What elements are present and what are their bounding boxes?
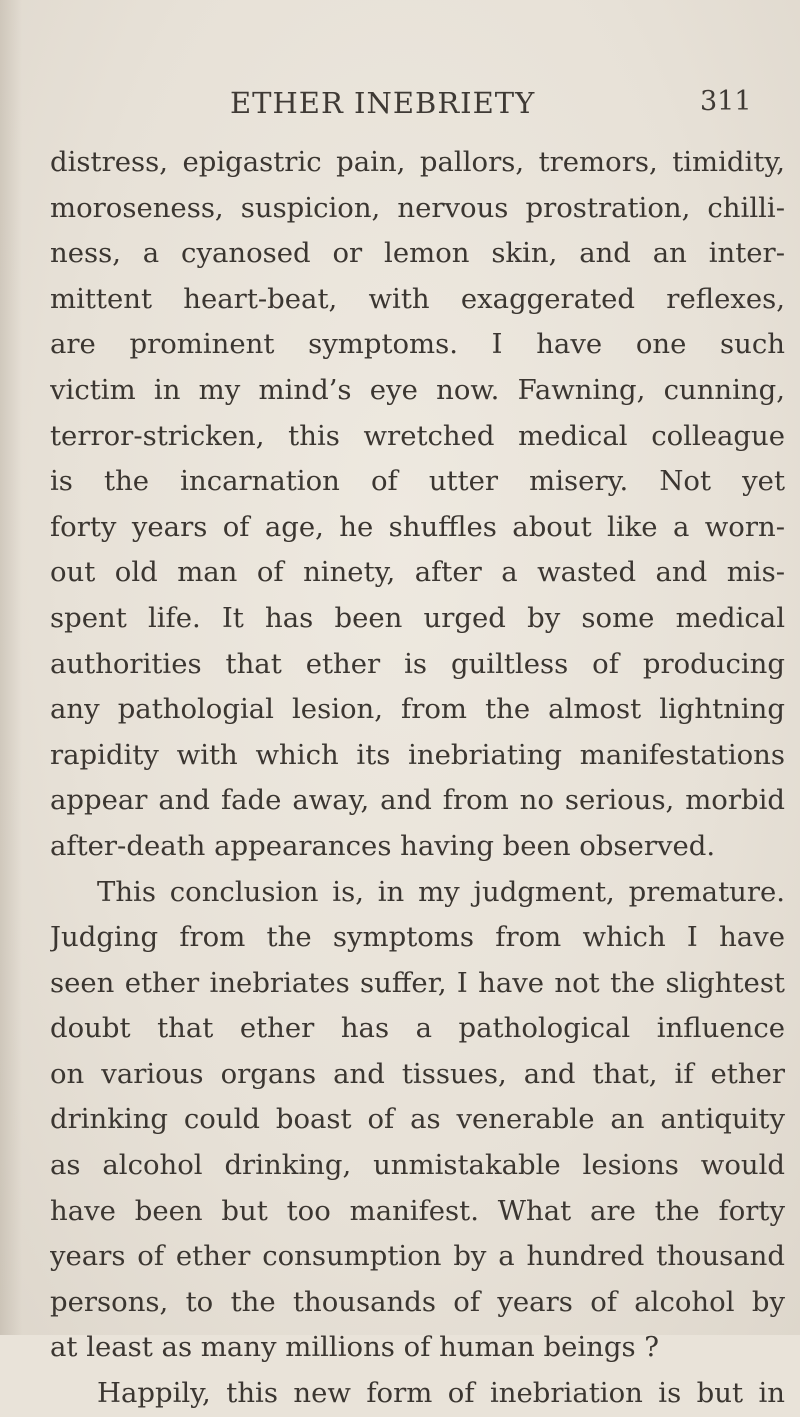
text-line: have been but too manifest. What are the forty [50, 1194, 785, 1227]
text-line: authorities that ether is guiltless of producing [50, 647, 785, 680]
text-line: terror-stricken, this wretched medical colleague [50, 419, 785, 452]
paragraph-end-line: after-death appearances having been observed. [50, 829, 716, 862]
page-edge-shadow [0, 0, 22, 1335]
text-line: forty years of age, he shuffles about like a worn- [50, 510, 785, 543]
text-line: mittent heart-beat, with exaggerated reflexes, [50, 282, 785, 315]
page-number: 311 [700, 86, 752, 117]
paragraph-start-line: This conclusion is, in my judgment, premature. [97, 875, 785, 908]
text-line: is the incarnation of utter misery. Not yet [50, 465, 785, 498]
text-line: victim in my mind’s eye now. Fawning, cunning, [50, 373, 785, 406]
text-line: drinking could boast of as venerable an antiquity [50, 1103, 785, 1136]
running-title: ETHER INEBRIETY [230, 86, 536, 120]
text-line: moroseness, suspicion, nervous prostration, chilli- [50, 191, 785, 224]
text-line: distress, epigastric pain, pallors, tremors, timidity, [50, 146, 785, 178]
text-line: persons, to the thousands of years of alcohol by [50, 1285, 785, 1318]
paragraph-end-line: at least as many millions of human beings ? [50, 1331, 660, 1364]
text-line: seen ether inebriates suffer, I have not the slightest [50, 966, 785, 999]
page-header [0, 86, 800, 126]
text-line: rapidity with which its inebriating manifestations [50, 738, 785, 771]
text-line: doubt that ether has a pathological influence [50, 1012, 785, 1045]
text-line: out old man of ninety, after a wasted and mis- [50, 556, 785, 589]
paragraph-start-line: Happily, this new form of inebriation is but in [97, 1377, 785, 1410]
text-line: are prominent symptoms. I have one such [50, 328, 785, 361]
text-line: on various organs and tissues, and that, if ether [50, 1057, 785, 1090]
text-line: Judging from the symptoms from which I have [50, 921, 785, 954]
text-line: as alcohol drinking, unmistakable lesions would [50, 1149, 785, 1182]
body-text [50, 140, 785, 1417]
text-line: spent life. It has been urged by some medical [50, 601, 785, 634]
text-line: appear and fade away, and from no serious, morbid [50, 784, 785, 817]
text-line: ness, a cyanosed or lemon skin, and an inter- [50, 237, 785, 270]
text-line: years of ether consumption by a hundred thousand [50, 1240, 785, 1273]
text-line: any pathologial lesion, from the almost lightning [50, 693, 785, 726]
